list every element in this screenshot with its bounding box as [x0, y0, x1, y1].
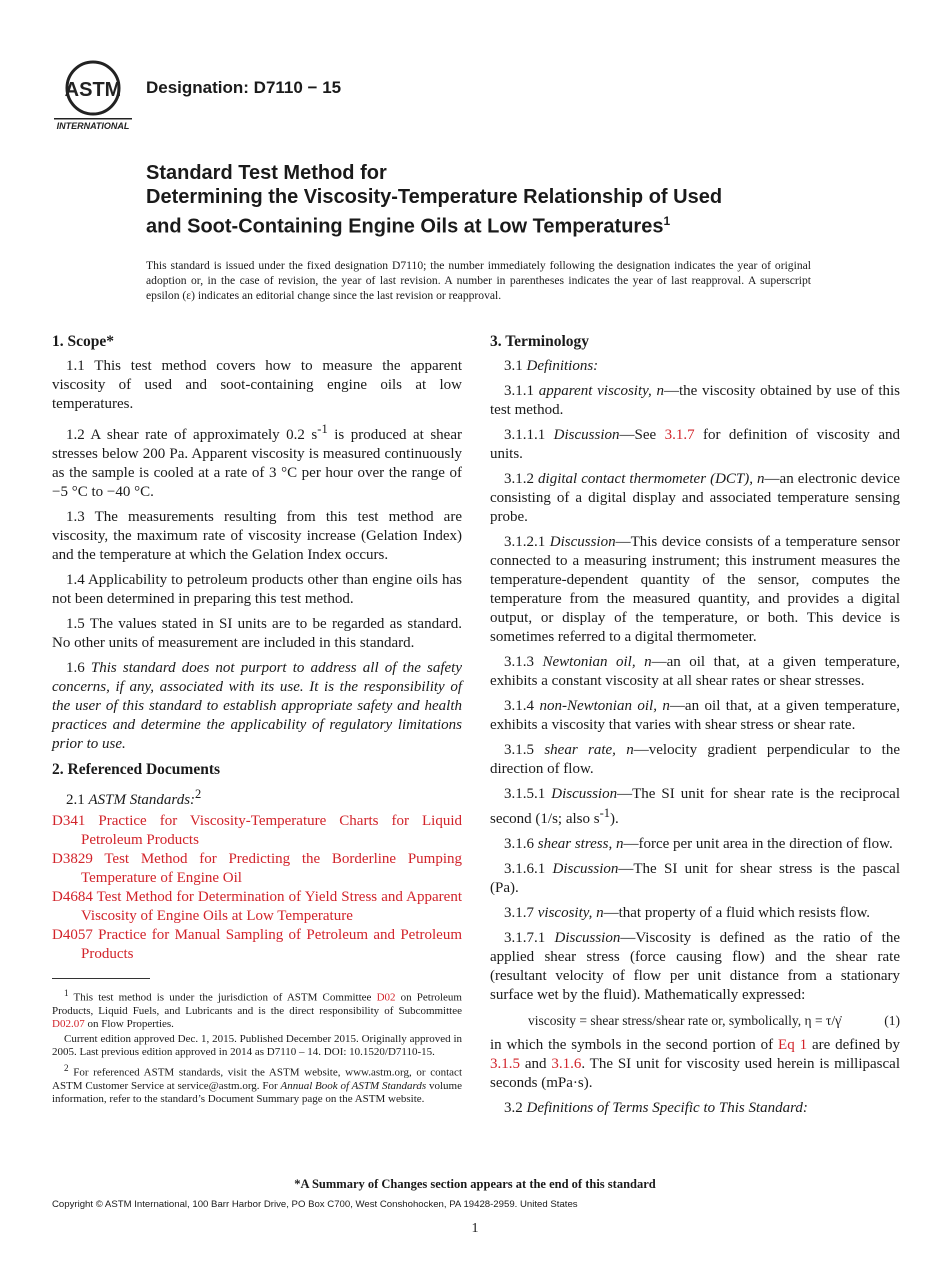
para-1-4: 1.4 Applicability to petroleum products other than engine oils has not been determined in preparing this test method.: [52, 572, 462, 607]
para-3-1: 3.1 Definitions:: [504, 358, 599, 374]
scope-heading: 1. Scope*: [52, 333, 114, 350]
para-after-equation: in which the symbols in the second portion of Eq 1 are defined by 3.1.5 and 3.1.6. The SI unit for viscosity used herein is millipascal seconds (mPa·s).: [490, 1037, 900, 1091]
xref-eq-1[interactable]: Eq 1: [778, 1037, 808, 1053]
title-line-3: and Soot-Containing Engine Oils at Low Temperatures$^1$: [146, 214, 671, 238]
standard-notice: This standard is issued under the fixed designation D7110; the number immediately following the designation indicates the year of original adoption or, in the case of revision, the year of last revision. A number in parentheses indicates the year of last reapproval. A superscript epsilon (ε) indicates an editorial change since the last revision or reapproval.: [146, 259, 811, 302]
para-3-1-3: 3.1.3 Newtonian oil, n—an oil that, at a given temperature, exhibits a constant viscosity at all shear rates or shear stresses.: [490, 654, 901, 689]
footnote-divider: [52, 978, 150, 979]
ref-link-d3829[interactable]: D3829: [52, 851, 93, 867]
left-column: [52, 332, 462, 1108]
designation: Designation: D7110 − 15: [146, 78, 342, 97]
ref-link-d4057[interactable]: D4057: [52, 927, 93, 943]
para-3-1-2: 3.1.2 digital contact thermometer (DCT), n—an electronic device consisting of a digital display and associated temperature sensing probe.: [490, 471, 901, 525]
para-3-1-7: 3.1.7 viscosity, n—that property of a fluid which resists flow.: [504, 905, 871, 921]
para-3-2: 3.2 Definitions of Terms Specific to This Standard:: [504, 1100, 808, 1116]
right-column: [490, 332, 900, 1124]
para-3-1-5-1: 3.1.5.1 Discussion—The SI unit for shear rate is the reciprocal second (1/s; also $s^{-1}$).: [490, 786, 900, 827]
refdocs-heading: 2. Referenced Documents: [52, 761, 221, 778]
astm-logo: [52, 58, 134, 132]
xref-3-1-5[interactable]: 3.1.5: [490, 1056, 520, 1072]
terminology-heading: 3. Terminology: [490, 333, 590, 350]
para-1-5: 1.5 The values stated in SI units are to be regarded as standard. No other units of measurement are included in this standard.: [52, 616, 462, 651]
para-1-3: 1.3 The measurements resulting from this test method are viscosity, the maximum rate of viscosity increase (Gelation Index) and the temperature at which the Gelation Index occurs.: [52, 509, 462, 563]
title-line-1: Standard Test Method for: [146, 162, 387, 184]
ref-link-d4684[interactable]: D4684: [52, 889, 93, 905]
para-3-1-5: 3.1.5 shear rate, n—velocity gradient perpendicular to the direction of flow.: [490, 742, 901, 777]
ref-item: D4057 Practice for Manual Sampling of Petroleum and Petroleum Products: [52, 927, 462, 962]
copyright: Copyright © ASTM International, 100 Barr Harbor Drive, PO Box C700, West Conshohocken, PA 19428-2959. United States: [52, 1199, 578, 1210]
ref-link-d341[interactable]: D341: [52, 813, 86, 829]
equation-text: viscosity = shear stress/shear rate or, symbolically, η = τ/γ̇: [528, 1013, 842, 1028]
para-3-1-2-1: 3.1.2.1 Discussion—This device consists of a temperature sensor connected to a measuring instrument; this instrument measures the temperature-dependent quantity of the sensor, computes the temperature from the measured quantity, and provides a digital output, or display of the temperature, or both. This device is sometimes referred to a digital thermometer.: [490, 534, 900, 645]
ref-item: D3829 Test Method for Predicting the Borderline Pumping Temperature of Engine Oil: [52, 851, 462, 886]
para-3-1-6-1: 3.1.6.1 Discussion—The SI unit for shear stress is the pascal (Pa).: [490, 861, 900, 896]
footnote-1-edition: Current edition approved Dec. 1, 2015. Published December 2015. Originally approved in 2005. Last previous edition approved in 2014 as D7110 – 14. DOI: 10.1520/D7110-15.: [52, 1033, 462, 1059]
para-3-1-1-1: 3.1.1.1 Discussion—See 3.1.7 for definition of viscosity and units.: [490, 427, 900, 462]
committee-link-d02[interactable]: D02: [376, 991, 396, 1004]
logo-text: INTERNATIONAL: [56, 121, 130, 131]
document-title: [146, 161, 846, 239]
page-number: 1: [471, 1221, 479, 1236]
para-3-1-7-1: 3.1.7.1 Discussion—Viscosity is defined as the ratio of the applied shear stress (force causing flow) and the shear rate (resultant velocity of flow per unit distance from a stationary surface wet by the fluid). Mathematically expressed:: [490, 930, 901, 1003]
title-line-2: Determining the Viscosity-Temperature Relationship of Used: [146, 186, 723, 208]
equation-1: [490, 1011, 900, 1030]
xref-3-1-6[interactable]: 3.1.6: [551, 1056, 582, 1072]
para-3-1-1: 3.1.1 apparent viscosity, n—the viscosity obtained by use of this test method.: [490, 383, 900, 418]
subcommittee-link-d0207[interactable]: D02.07: [52, 1018, 85, 1031]
xref-3-1-7[interactable]: 3.1.7: [664, 427, 695, 443]
footnote-1: $^1$ This test method is under the jurisdiction of ASTM Committee D02 on Petroleum Products, Liquid Fuels, and Lubricants and is the direct responsibility of Subcommittee D02.07 on Flow Properties.: [52, 988, 462, 1031]
summary-of-changes-note: *A Summary of Changes section appears at the end of this standard: [294, 1177, 656, 1191]
logo-letters: ASTM: [64, 79, 122, 101]
ref-item: D4684 Test Method for Determination of Yield Stress and Apparent Viscosity of Engine Oils at Low Temperature: [52, 889, 462, 924]
para-3-1-6: 3.1.6 shear stress, n—force per unit area in the direction of flow.: [504, 836, 893, 852]
title-footnote-mark: 1: [663, 214, 671, 228]
ref-item: D341 Practice for Viscosity-Temperature Charts for Liquid Petroleum Products: [52, 813, 462, 848]
para-1-6: 1.6 This standard does not purport to address all of the safety concerns, if any, associated with its use. It is the responsibility of the user of this standard to establish appropriate safety and health practices and determine the applicability of regulatory limitations prior to use.: [52, 660, 463, 752]
equation-number: (1): [884, 1013, 900, 1028]
para-3-1-4: 3.1.4 non-Newtonian oil, n—an oil that, at a given temperature, exhibits a viscosity that varies with shear stress or shear rate.: [490, 698, 900, 733]
footnote-2: $^2$ For referenced ASTM standards, visit the ASTM website, www.astm.org, or contact ASTM Customer Service at service@astm.org. For Annual Book of ASTM Standards volume information, refer to the standard’s Document Summary page on the ASTM website.: [52, 1062, 462, 1105]
para-1-1: 1.1 This test method covers how to measure the apparent viscosity of used and soot-containing engine oils at low temperatures.: [52, 358, 462, 412]
para-1-2: 1.2 A shear rate of approximately 0.2 $s^{-1}$ is produced at shear stresses below 200 Pa. Apparent viscosity is measured continuously as the sample is cooled at a rate of 3 °C per hour over the range of −5 °C to −40 °C.: [52, 422, 462, 500]
para-2-1: 2.1 ASTM Standards:$^2$: [66, 787, 202, 808]
